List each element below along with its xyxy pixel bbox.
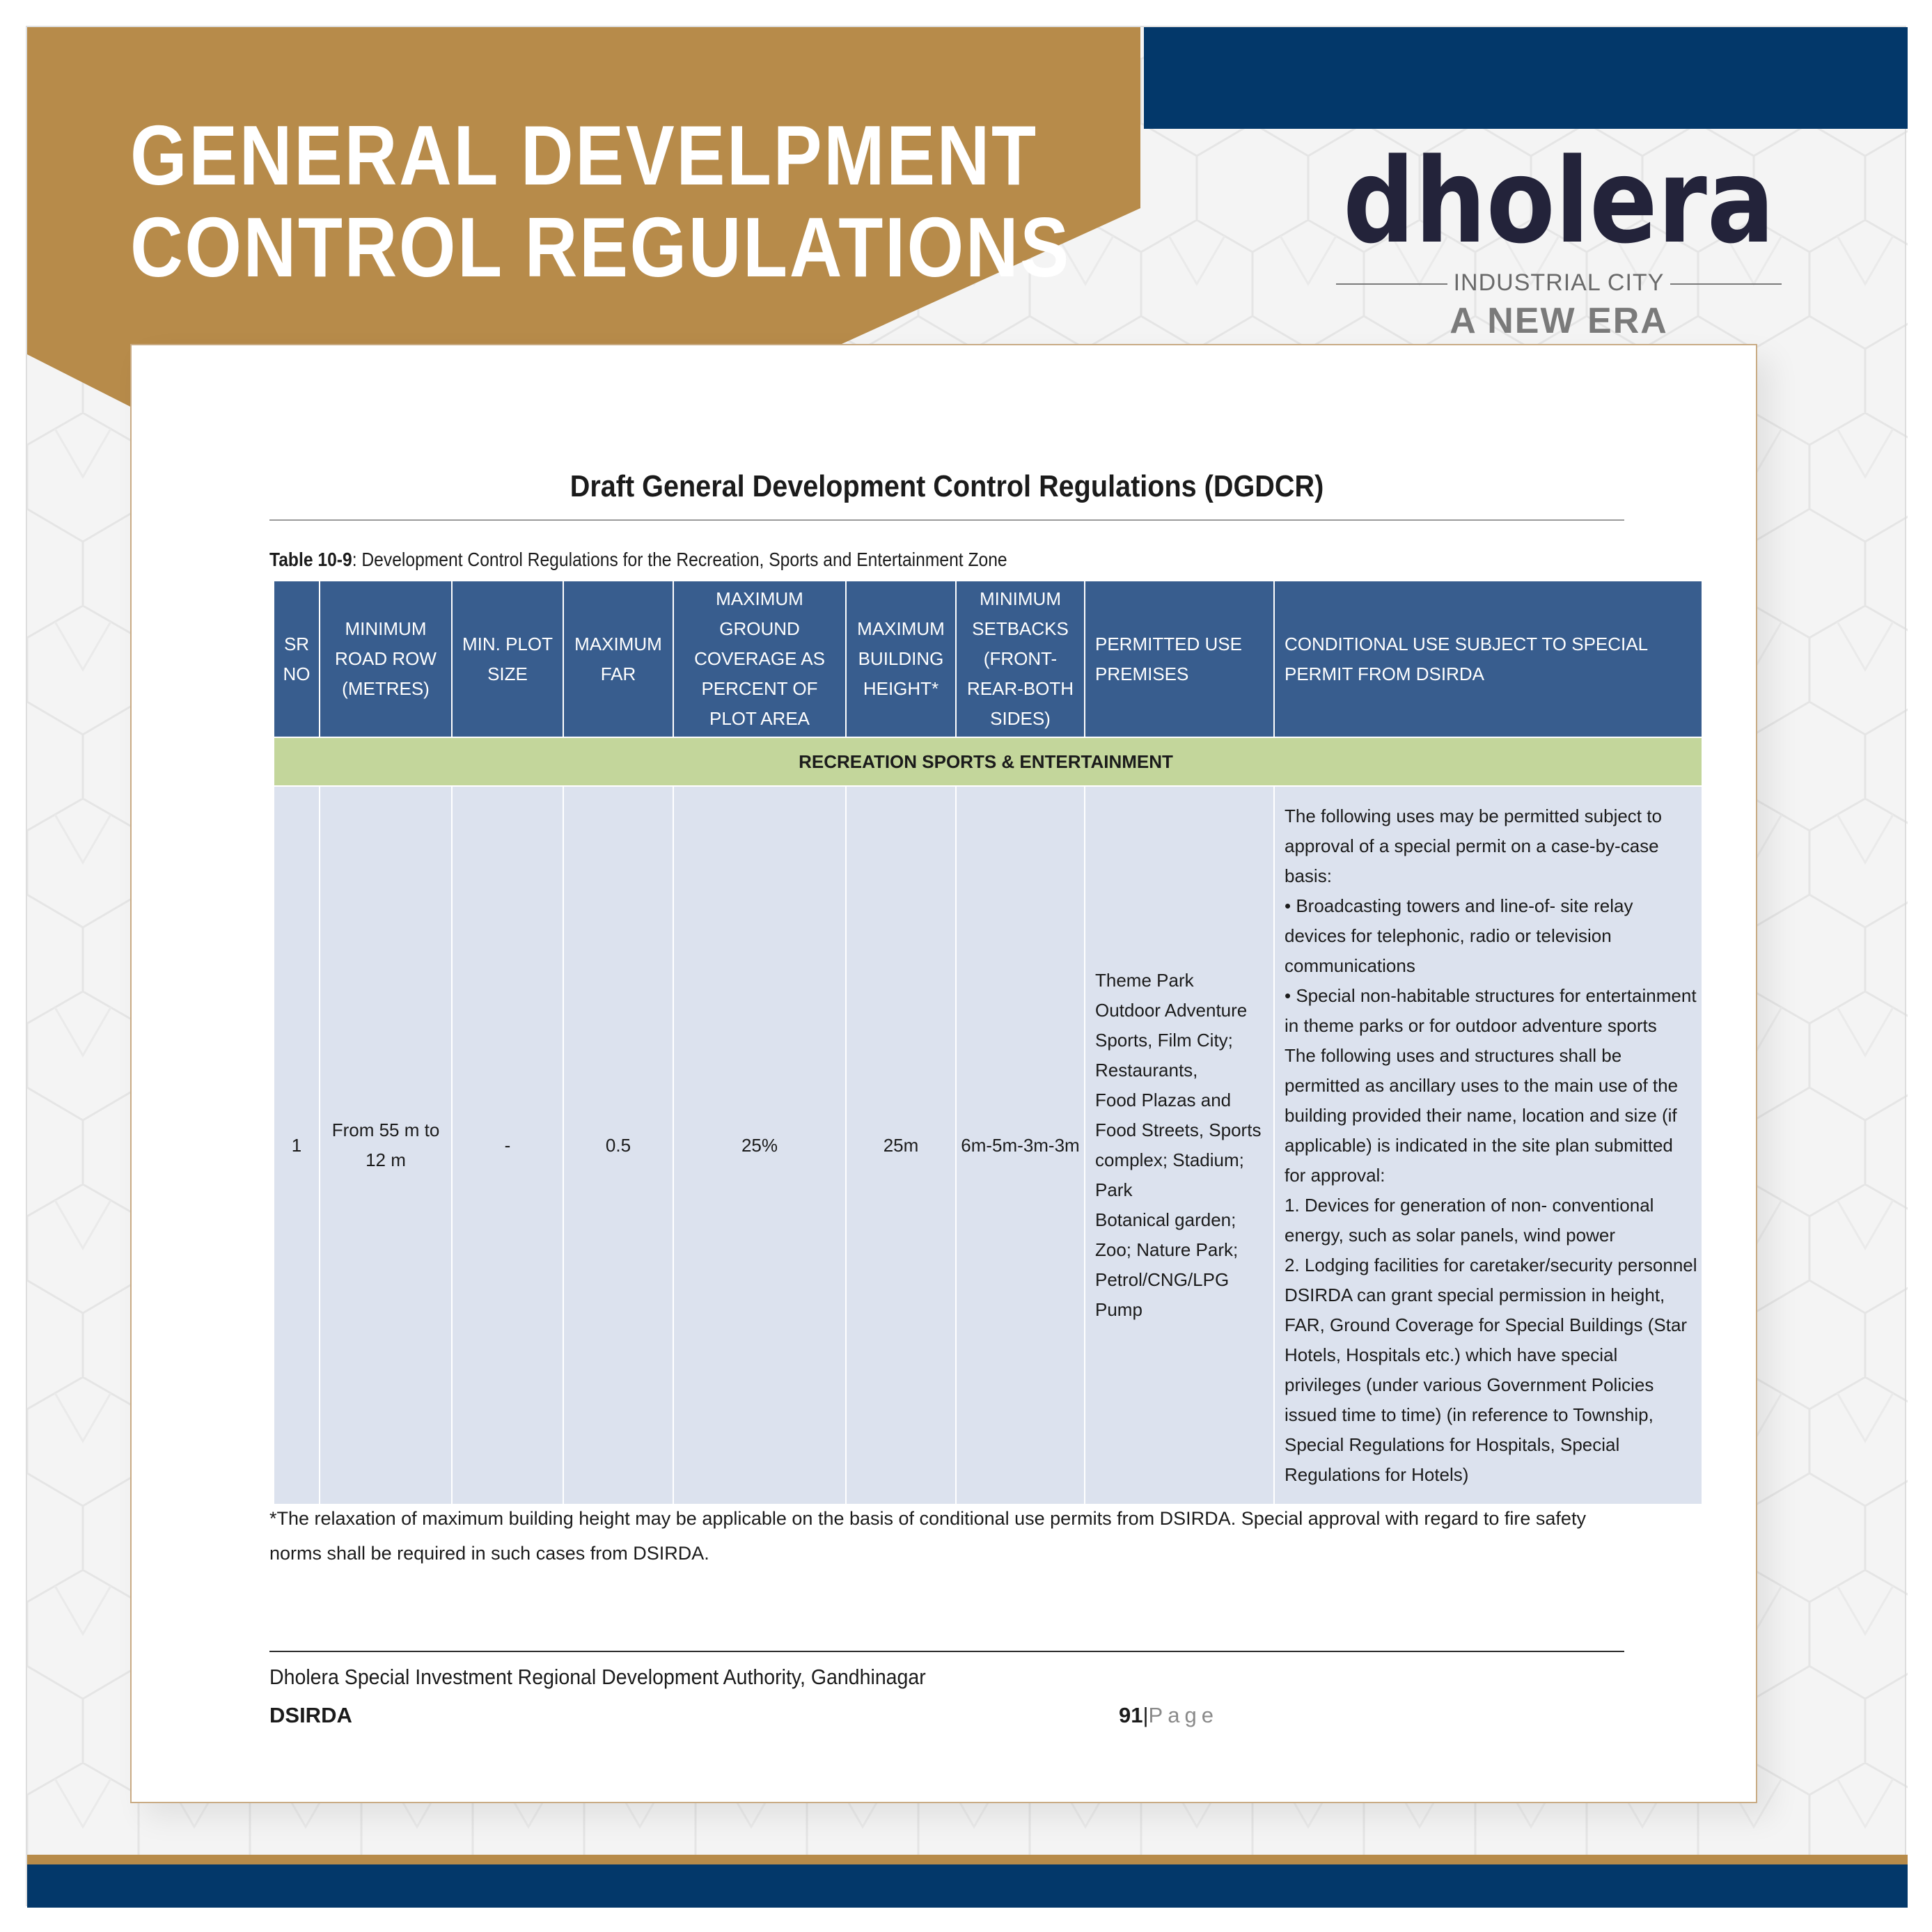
zone-row bbox=[274, 737, 1702, 786]
cell-far: 0.5 bbox=[563, 786, 673, 1505]
cell-sr-no: 1 bbox=[274, 786, 320, 1505]
svg-text:dholera: dholera bbox=[1343, 133, 1775, 269]
conditional-use-item: The following uses may be permitted subject to approval of a special permit on a case-by-case basis: bbox=[1285, 805, 1662, 886]
footer-acronym: DSIRDA bbox=[269, 1703, 352, 1727]
permitted-use-item: Food Plazas and Food Streets, Sports complex; Stadium; bbox=[1095, 1090, 1262, 1170]
zone-label: RECREATION SPORTS & ENTERTAINMENT bbox=[274, 737, 1702, 786]
page-separator: | bbox=[1142, 1703, 1149, 1727]
page-word: Page bbox=[1148, 1703, 1218, 1727]
banner-title-line-1: GENERAL DEVELPMENT bbox=[130, 108, 1038, 203]
table-header-row bbox=[274, 581, 1702, 737]
permitted-use-item: Outdoor Adventure Sports, Film City; bbox=[1095, 1000, 1248, 1051]
header-plot-size: MIN. PLOT SIZE bbox=[452, 581, 563, 737]
document-header: Draft General Development Control Regulations (DGDCR) bbox=[570, 469, 1324, 503]
conditional-use-item: The following uses and structures shall be permitted as ancillary uses to the main use of the building provided their name, location and size (if applicable) is indicated in the site plan submitted for approval: bbox=[1285, 1044, 1679, 1186]
conditional-use-item: DSIRDA can grant special permission in height, FAR, Ground Coverage for Special Buildings (Star Hotels, Hospitals etc.) which have special privileges (under various Government Policies issued time to time) (in reference to Township, Special Regulations for Hospitals, Special Regulations for Hotels) bbox=[1285, 1284, 1688, 1485]
conditional-use-item: 1. Devices for generation of non- conventional energy, such as solar panels, wind power bbox=[1285, 1194, 1654, 1246]
cell-conditional-uses bbox=[1274, 786, 1702, 1505]
regulations-table bbox=[273, 580, 1703, 1505]
header-building-height: MAXIMUM BUILDING HEIGHT* bbox=[846, 581, 956, 737]
header-setbacks: MINIMUM SETBACKS (FRONT-REAR-BOTH SIDES) bbox=[956, 581, 1085, 737]
cell-plot-size: - bbox=[452, 786, 563, 1505]
dholera-logo bbox=[1336, 133, 1789, 354]
cell-setbacks: 6m-5m-3m-3m bbox=[956, 786, 1085, 1505]
header-permitted-use: PERMITTED USE PREMISES bbox=[1085, 581, 1274, 737]
table-row bbox=[274, 786, 1702, 1505]
permitted-use-item: Park bbox=[1095, 1179, 1133, 1200]
table-caption-text: : Development Control Regulations for the Recreation, Sports and Entertainment Zone bbox=[352, 549, 1007, 570]
cell-road-row: From 55 m to 12 m bbox=[320, 786, 452, 1505]
logo-subtitle: INDUSTRIAL CITY bbox=[1453, 269, 1665, 296]
dholera-wordmark bbox=[1336, 133, 1782, 269]
cell-ground-coverage: 25% bbox=[673, 786, 846, 1505]
footer-rule bbox=[269, 1651, 1624, 1652]
banner-title-line-2: CONTROL REGULATIONS bbox=[130, 200, 1071, 294]
permitted-use-item: Petrol/CNG/LPG Pump bbox=[1095, 1269, 1230, 1320]
conditional-use-item: • Broadcasting towers and line-of- site relay devices for telephonic, radio or television communications bbox=[1285, 895, 1633, 976]
permitted-use-item: Botanical garden; Zoo; Nature Park; bbox=[1095, 1209, 1239, 1260]
page-number-value: 91 bbox=[1119, 1703, 1143, 1727]
logo-tagline: A NEW ERA bbox=[1450, 301, 1668, 341]
header-sr-no: SR NO bbox=[274, 581, 320, 737]
header-road-row: MINIMUM ROAD ROW (METRES) bbox=[320, 581, 452, 737]
bottom-navy-bar bbox=[27, 1864, 1908, 1908]
cell-permitted-uses bbox=[1085, 786, 1274, 1505]
header-rule bbox=[269, 519, 1624, 521]
cell-building-height: 25m bbox=[846, 786, 956, 1505]
footer-organization: Dholera Special Investment Regional Development Authority, Gandhinagar bbox=[269, 1665, 926, 1689]
header-ground-coverage: MAXIMUM GROUND COVERAGE AS PERCENT OF PLOT AREA bbox=[673, 581, 846, 737]
permitted-use-item: Restaurants, bbox=[1095, 1060, 1198, 1081]
page-number bbox=[1119, 1703, 1218, 1728]
logo-rule-right bbox=[1670, 283, 1782, 285]
bottom-gold-stripe bbox=[27, 1855, 1908, 1864]
permitted-use-item: Theme Park bbox=[1095, 970, 1194, 991]
table-footnote: *The relaxation of maximum building height may be applicable on the basis of conditional use permits from DSIRDA. Special approval with regard to fire safety norms shall be required in such cases from DSIRDA. bbox=[269, 1508, 1586, 1564]
header-far: MAXIMUM FAR bbox=[563, 581, 673, 737]
navy-header-bar bbox=[1144, 27, 1908, 129]
table-caption-label: Table 10-9 bbox=[269, 549, 352, 570]
document-page bbox=[130, 344, 1757, 1803]
conditional-use-item: 2. Lodging facilities for caretaker/security personnel bbox=[1285, 1254, 1697, 1275]
header-conditional-use: CONDITIONAL USE SUBJECT TO SPECIAL PERMIT FROM DSIRDA bbox=[1274, 581, 1702, 737]
banner-title bbox=[130, 109, 1071, 293]
conditional-use-item: • Special non-habitable structures for entertainment in theme parks or for outdoor adventure sports bbox=[1285, 984, 1697, 1036]
table-caption bbox=[269, 549, 1007, 571]
poster-frame bbox=[26, 26, 1906, 1906]
